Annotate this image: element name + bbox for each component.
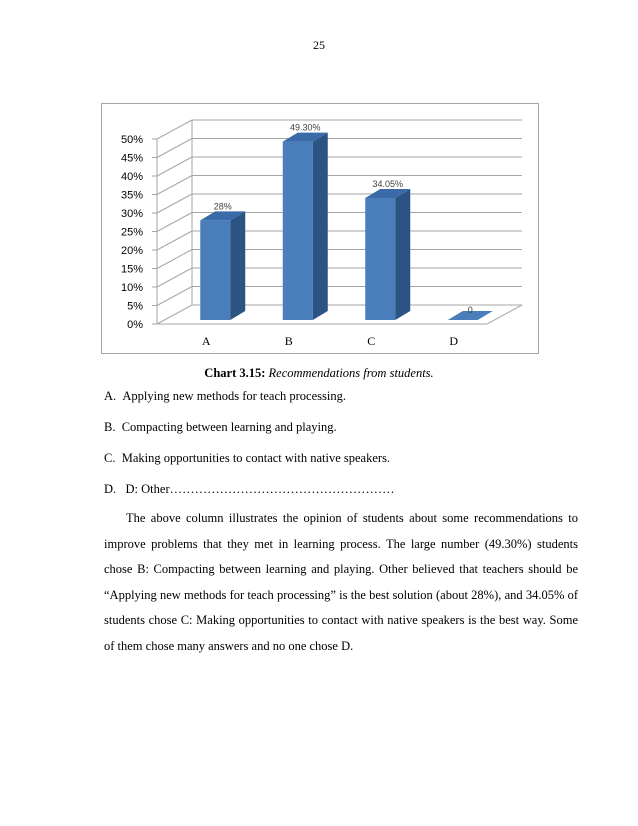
caption-text: Recommendations from students. [265,366,434,380]
paragraph-text: The above column illustrates the opinion of students about some recommendations to improve problems that they met in learning process. The large number (49.30%) students chose B: Compacting between learning and playing. Other believed that teachers should be “Applying new methods for teach processing” is the best solution (about 28%), and 34.05% of students chose C: Making opportunities to contact with native speakers is the best way. Some of them chose many answers and no one chose D. [104,511,578,653]
data-label: 34.05% [372,179,404,190]
option-c [104,451,390,466]
option-letter: C. [104,451,116,465]
bar-side-C [395,189,410,320]
gridline-diagonal [157,194,192,213]
option-b [104,420,337,435]
option-text: Applying new methods for teach processing. [122,389,346,403]
option-d [104,482,395,497]
bar-front-A [200,220,230,320]
gridline-diagonal [157,139,192,158]
data-label: 49.30% [289,122,321,133]
data-label: 28% [213,201,232,212]
bar-front-C [365,198,395,320]
x-tick-label: B [284,334,293,348]
y-tick-label: 30% [120,208,143,220]
gridline-diagonal [157,268,192,287]
bar-chart [101,103,539,354]
gridline-diagonal [157,176,192,195]
gridline-diagonal [157,250,192,269]
y-tick-label: 35% [120,189,143,202]
y-tick-label: 40% [120,171,143,183]
gridline-diagonal [157,287,192,306]
option-text: D: Other……………………………………………… [125,482,395,496]
bar-front-B [283,142,313,320]
x-tick-label: C [367,334,376,348]
option-a [104,389,346,404]
y-tick-label: 45% [120,152,143,165]
gridline-diagonal [157,231,192,250]
option-letter: D. [104,482,117,496]
option-letter: B. [104,420,116,434]
gridline-diagonal [157,213,192,232]
x-tick-label: A [201,334,211,348]
option-letter: A. [104,389,117,403]
chart-caption [0,366,638,381]
y-tick-label: 15% [120,263,143,276]
bar-side-A [230,211,245,320]
option-text: Making opportunities to contact with native speakers. [121,451,391,465]
y-tick-label: 10% [120,282,143,294]
option-text: Compacting between learning and playing. [121,420,337,434]
y-tick-label: 5% [127,300,143,313]
gridline-diagonal [157,157,192,176]
data-label: 0 [467,305,473,315]
y-tick-label: 25% [120,226,143,239]
body-paragraph [104,506,578,659]
y-tick-label: 50% [120,134,143,146]
chart-canvas [102,104,540,355]
y-tick-label: 20% [120,245,143,257]
bar-side-B [313,133,328,320]
x-tick-label: D [449,334,459,348]
gridline-diagonal [157,120,192,139]
y-tick-label: 0% [127,319,143,331]
page-number: 25 [313,38,325,52]
caption-label: Chart 3.15: [204,366,266,380]
